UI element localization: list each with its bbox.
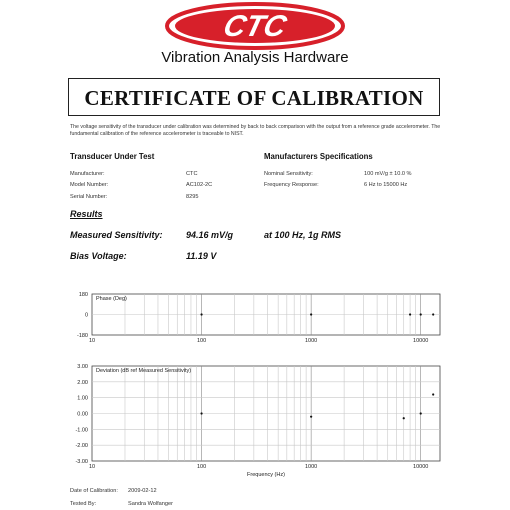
data-point — [432, 393, 434, 395]
x-tick-label: 100 — [196, 338, 207, 344]
measured-sensitivity-condition: at 100 Hz, 1g RMS — [264, 230, 342, 240]
specs-heading: Manufacturers Specifications — [264, 152, 373, 161]
calibration-date-value: 2009-02-12 — [128, 488, 157, 494]
x-tick-label: 1000 — [305, 464, 318, 470]
y-tick-label: 3.00 — [77, 364, 88, 370]
logo-text: CTC — [219, 9, 290, 43]
frequency-response-value: 6 Hz to 15000 Hz — [364, 182, 408, 188]
y-tick-label: -1.00 — [75, 427, 88, 434]
data-point — [310, 313, 312, 315]
model-number-value: AC102-2C — [186, 182, 213, 188]
results-heading: Results — [70, 209, 103, 219]
data-point — [200, 313, 202, 315]
tested-by-value: Sandra Wolfanger — [128, 501, 173, 507]
serial-number-label: Serial Number: — [70, 194, 108, 200]
x-tick-label: 1000 — [305, 338, 318, 344]
y-tick-label: -2.00 — [75, 443, 88, 450]
brand-subtitle: Vibration Analysis Hardware — [161, 49, 349, 66]
measured-sensitivity-label: Measured Sensitivity: — [70, 230, 163, 240]
intro-paragraph: The voltage sensitivity of the transducer under calibration was determined by back to back comparison with the output from a reference grade accelerometer. The fundamental calibration of the reference accelerometer is traceable to NIST. — [70, 124, 441, 137]
manufacturer-value: CTC — [186, 171, 198, 177]
plot-title: Phase (Deg) — [96, 296, 127, 302]
data-point — [310, 416, 312, 418]
transducer-heading: Transducer Under Test — [70, 152, 155, 161]
serial-number-value: 8295 — [186, 194, 199, 200]
x-tick-label: 10000 — [413, 464, 429, 470]
manufacturer-label: Manufacturer: — [70, 171, 105, 177]
model-number-label: Model Number: — [70, 182, 109, 188]
bias-voltage-value: 11.19 V — [186, 251, 217, 261]
data-point — [409, 313, 411, 315]
x-axis-label: Frequency (Hz) — [247, 472, 285, 478]
bias-voltage-label: Bias Voltage: — [70, 251, 127, 261]
certificate-title: CERTIFICATE OF CALIBRATION — [84, 86, 424, 110]
data-point — [420, 412, 422, 414]
y-tick-label: 0.00 — [77, 411, 88, 418]
x-tick-label: 10 — [88, 338, 96, 344]
y-tick-label: 0 — [84, 312, 88, 319]
nominal-sensitivity-value: 100 mV/g ± 10.0 % — [364, 171, 412, 177]
y-tick-label: 2.00 — [77, 379, 88, 386]
x-tick-label: 10 — [88, 464, 96, 470]
tested-by-label: Tested By: — [70, 501, 97, 507]
y-tick-label: 1.00 — [77, 395, 88, 402]
x-tick-label: 100 — [196, 464, 207, 470]
y-tick-label: -3.00 — [75, 459, 88, 465]
data-point — [403, 417, 405, 419]
nominal-sensitivity-label: Nominal Sensitivity: — [264, 171, 313, 177]
frequency-response-label: Frequency Response: — [264, 182, 319, 188]
data-point — [432, 313, 434, 315]
y-tick-label: -180 — [76, 333, 88, 339]
data-point — [200, 412, 202, 414]
measured-sensitivity-value: 94.16 mV/g — [186, 230, 234, 240]
x-tick-label: 10000 — [413, 338, 429, 344]
y-tick-label: 180 — [78, 292, 88, 298]
calibration-date-label: Date of Calibration: — [70, 488, 118, 494]
plot-title: Deviation (dB ref Measured Sensitivity) — [96, 368, 192, 374]
data-point — [420, 313, 422, 315]
